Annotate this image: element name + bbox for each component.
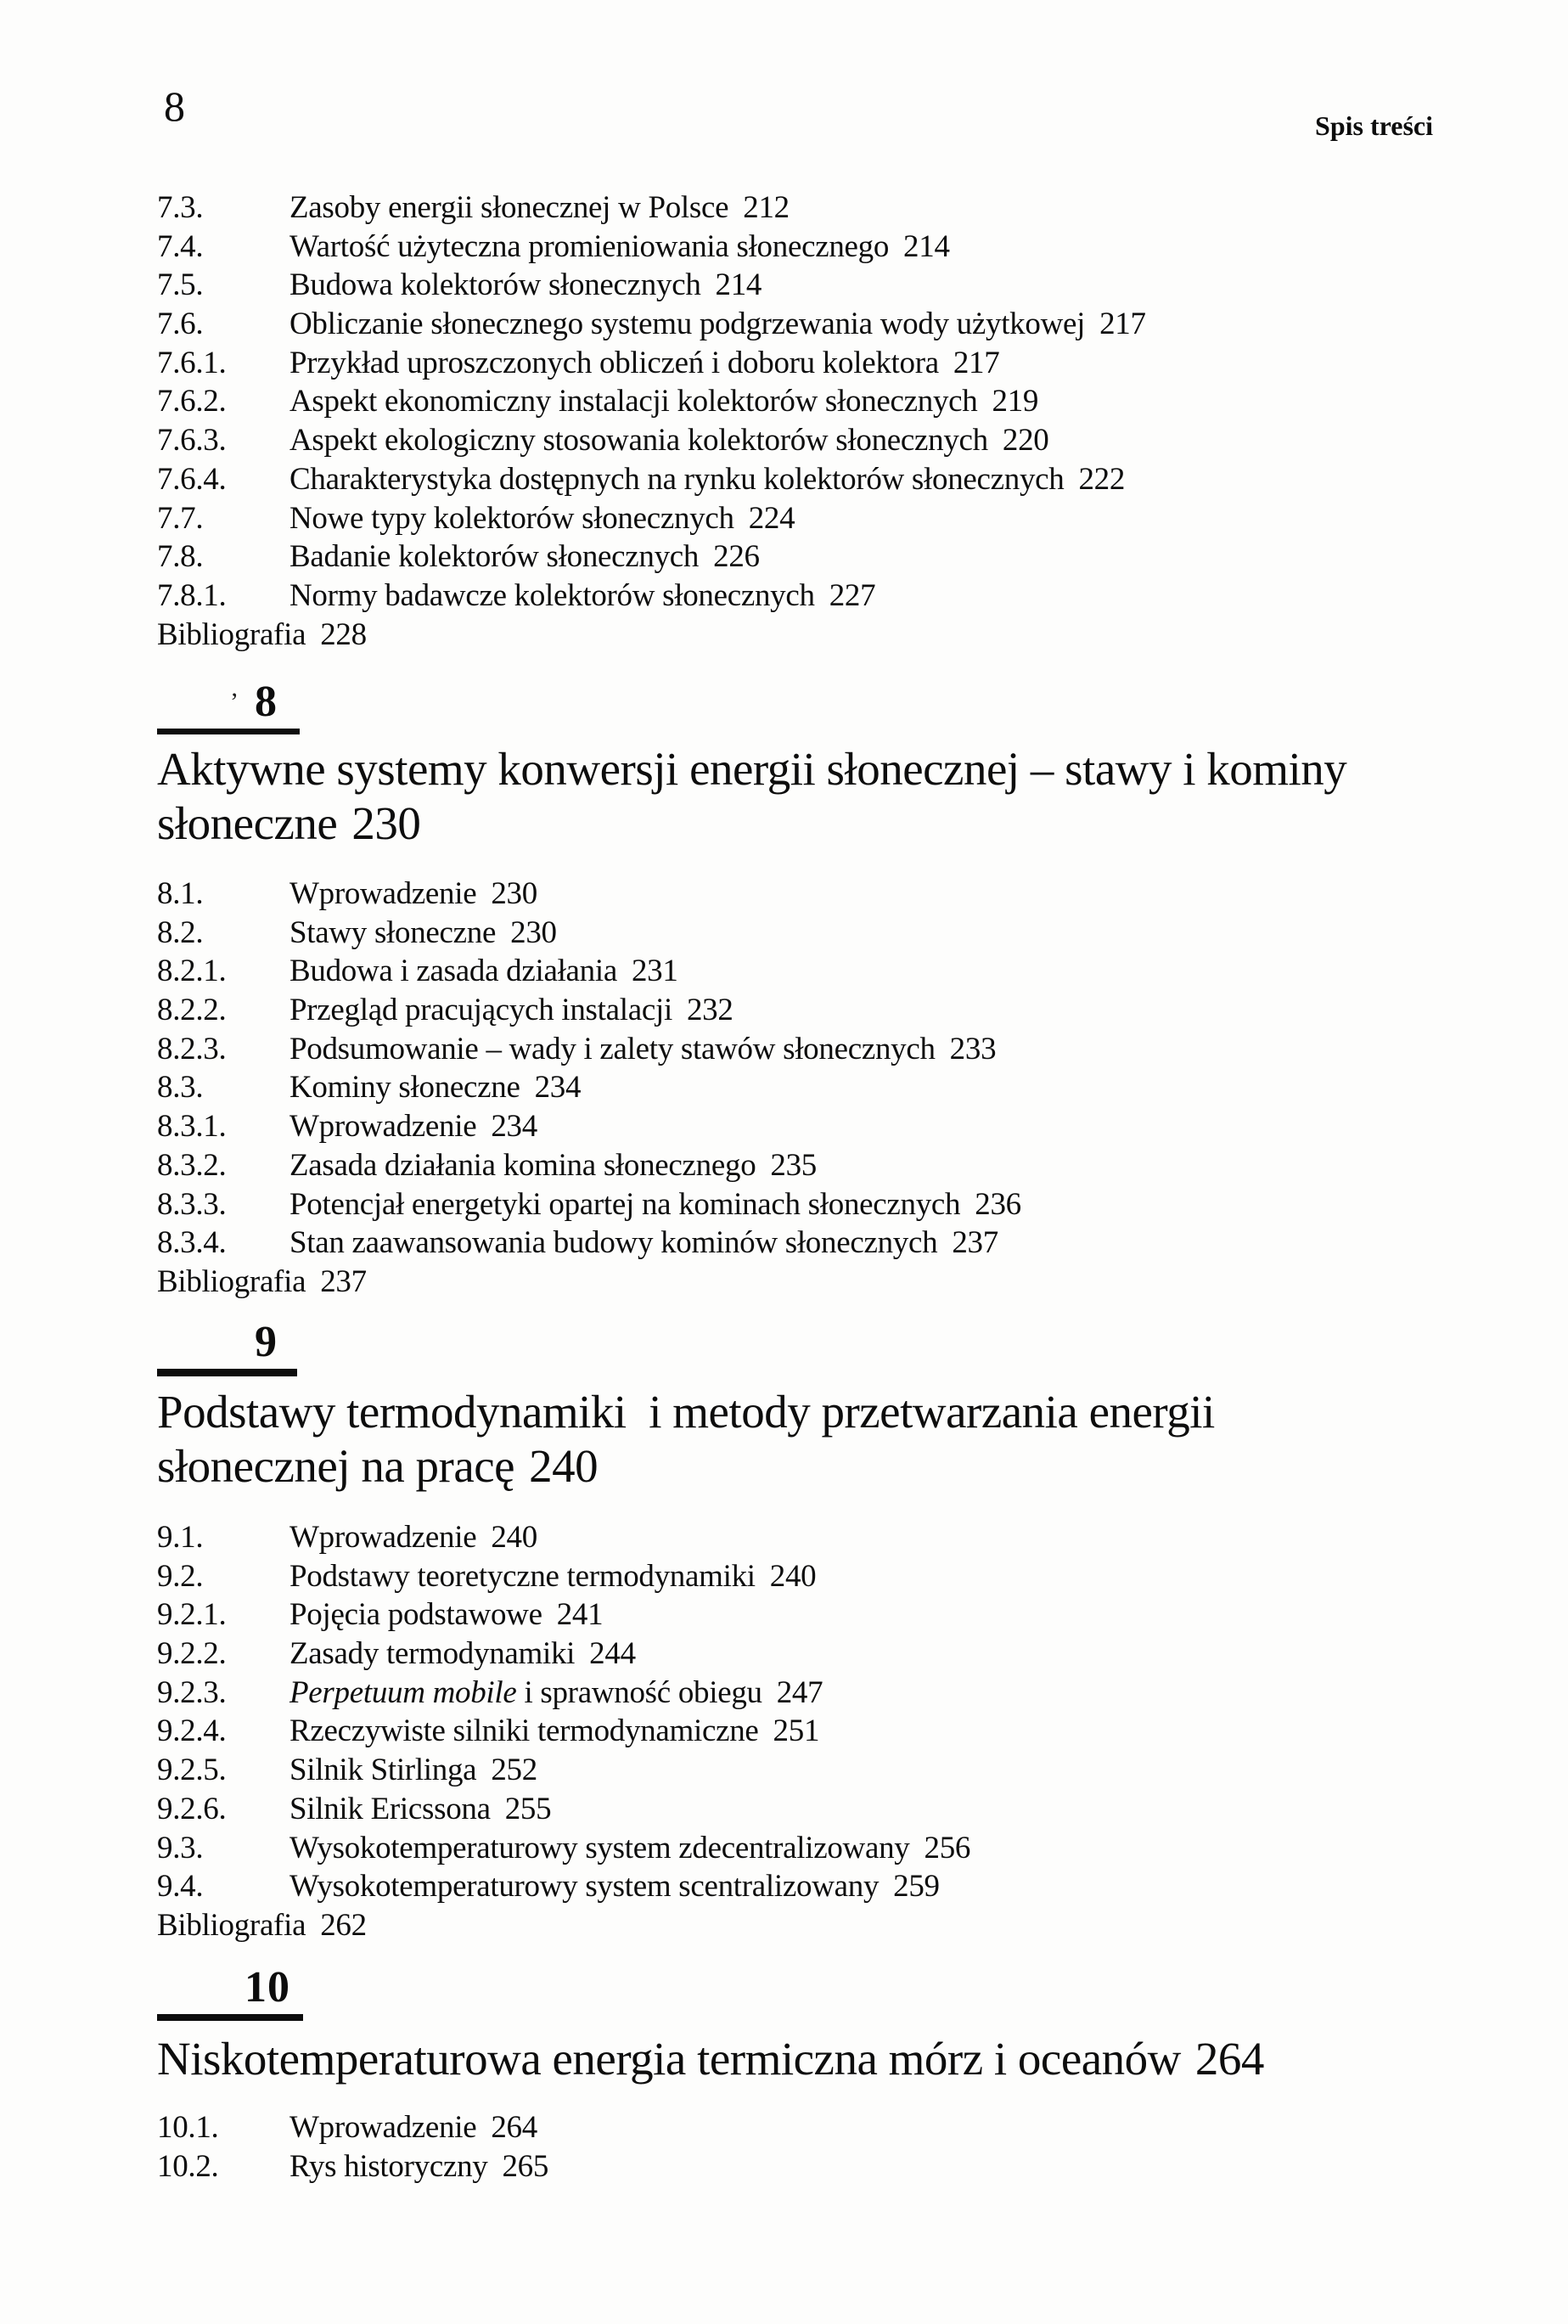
toc-entry-page: 255 — [504, 1791, 552, 1826]
toc-row — [157, 1146, 1430, 1185]
toc-entry-page: 237 — [952, 1225, 998, 1261]
toc-entry-title-text: Wprowadzenie — [289, 2110, 477, 2145]
running-header: Spis treści — [1315, 110, 1433, 141]
toc-entry-title — [157, 616, 367, 655]
toc-entry-title — [289, 421, 1048, 460]
toc-row — [157, 577, 1430, 616]
toc-entry-title-text: Silnik Stirlinga — [289, 1753, 477, 1788]
toc-entry-page: 237 — [320, 1263, 367, 1299]
toc-entry-number: 8.3.1. — [157, 1109, 227, 1145]
toc-entry-title — [289, 952, 678, 991]
toc-entry-page: 234 — [491, 1109, 537, 1145]
toc-entry-title — [289, 875, 537, 914]
toc-entry-title-text: Przegląd pracujących instalacji — [289, 993, 672, 1028]
toc-entry-number: 9.2. — [157, 1558, 204, 1594]
toc-entry-title — [289, 305, 1146, 344]
toc-entry-title — [289, 1518, 537, 1557]
toc-entry-page: 231 — [631, 954, 678, 989]
toc-entry-title-text: Stawy słoneczne — [289, 914, 497, 950]
chapter-page-number: 230 — [351, 797, 421, 849]
toc-entry-title-text: Wprowadzenie — [289, 1109, 477, 1145]
toc-entry-number: 8.3. — [157, 1070, 204, 1106]
toc-row — [157, 1790, 1430, 1829]
toc-entry-page: 256 — [924, 1830, 971, 1865]
toc-entry-number: 7.3. — [157, 190, 204, 225]
toc-entry-title — [289, 1068, 581, 1107]
toc-entry-title-text: Stan zaawansowania budowy kominów słonecznych — [289, 1225, 938, 1261]
toc-entry-page: 232 — [686, 993, 733, 1028]
toc-entry-number: 7.6.3. — [157, 423, 227, 459]
toc-row — [157, 344, 1430, 383]
toc-row — [157, 1518, 1430, 1557]
toc-entry-page: 227 — [829, 577, 876, 613]
toc-entry-number: 10.1. — [157, 2110, 219, 2145]
toc-entry-page: 265 — [502, 2148, 549, 2184]
toc-row — [157, 952, 1430, 991]
toc-entry-title-text: Zasoby energii słonecznej w Polsce — [289, 190, 729, 225]
toc-entry-title-text: Budowa kolektorów słonecznych — [289, 267, 701, 303]
toc-entry-number: 9.3. — [157, 1830, 204, 1865]
chapter-title — [157, 2032, 1481, 2086]
toc-entry-title-text: Budowa i zasada działania — [289, 954, 617, 989]
toc-entry-page: 233 — [949, 1031, 997, 1066]
toc-entry-number: 8.3.2. — [157, 1147, 227, 1183]
toc-entry-title-text: Bibliografia — [157, 616, 306, 652]
chapter-page-number: 264 — [1194, 2033, 1264, 2085]
toc-entry-title — [289, 537, 760, 577]
toc-row — [157, 1712, 1430, 1751]
toc-entry-page: 235 — [770, 1147, 818, 1183]
toc-entry-title-text: Wprowadzenie — [289, 1520, 477, 1555]
toc-entry-title-text: Podstawy teoretyczne termodynamiki — [289, 1558, 756, 1594]
toc-entry-title-text: Charakterystyka dostępnych na rynku kolektorów słonecznych — [289, 461, 1065, 497]
toc-entry-page: 236 — [975, 1186, 1021, 1222]
toc-entry-number: 7.4. — [157, 228, 204, 264]
toc-entry-title — [289, 499, 795, 538]
toc-section-list — [157, 189, 1430, 654]
toc-entry-title — [289, 1751, 537, 1790]
toc-entry-page: 264 — [491, 2110, 537, 2145]
toc-row — [157, 499, 1430, 538]
toc-entry-number: 7.7. — [157, 500, 204, 536]
toc-entry-title-text: Nowe typy kolektorów słonecznych — [289, 500, 734, 536]
toc-entry-page: 226 — [713, 539, 760, 575]
toc-entry-title-text: Wysokotemperaturowy system zdecentralizowany — [289, 1830, 910, 1865]
toc-entry-page: 252 — [491, 1753, 537, 1788]
toc-entry-title-text: Przykład uproszczonych obliczeń i doboru kolektora — [289, 345, 939, 380]
toc-entry-title-text: Aspekt ekonomiczny instalacji kolektorów słonecznych — [289, 384, 978, 419]
toc-entry-page: 217 — [1099, 307, 1146, 342]
toc-entry-title — [289, 1146, 817, 1185]
toc-entry-title-text: Rzeczywiste silniki termodynamiczne — [289, 1713, 759, 1749]
toc-entry-title — [289, 1107, 537, 1146]
toc-row — [157, 1906, 1430, 1945]
toc-entry-title-text: Bibliografia — [157, 1263, 306, 1299]
toc-row — [157, 537, 1430, 577]
toc-entry-title-text: Wysokotemperaturowy system scentralizowany — [289, 1869, 880, 1905]
chapter-title-line: Niskotemperaturowa energia termiczna mórz i oceanów — [157, 2033, 1181, 2085]
toc-entry-number: 7.6.2. — [157, 384, 227, 419]
toc-entry-title — [289, 914, 557, 953]
toc-entry-page: 224 — [748, 500, 795, 536]
toc-row — [157, 991, 1430, 1030]
toc-section-list — [157, 875, 1430, 1302]
toc-entry-title — [289, 2147, 548, 2186]
toc-entry-page: 240 — [491, 1520, 537, 1555]
toc-row — [157, 305, 1430, 344]
toc-row — [157, 266, 1430, 305]
stray-mark: ’ — [230, 688, 239, 716]
toc-entry-page: 214 — [715, 267, 762, 303]
toc-entry-number: 7.6. — [157, 307, 204, 342]
toc-entry-title-text: Wprowadzenie — [289, 876, 477, 911]
toc-row — [157, 228, 1430, 267]
toc-entry-page: 212 — [743, 190, 790, 225]
toc-entry-number: 9.2.6. — [157, 1791, 227, 1826]
toc-entry-page: 241 — [556, 1597, 604, 1633]
toc-section-list — [157, 2108, 1430, 2186]
page-number: 8 — [164, 82, 185, 130]
toc-row — [157, 1263, 1430, 1302]
toc-row — [157, 421, 1430, 460]
toc-entry-number: 9.2.5. — [157, 1753, 227, 1788]
toc-entry-number: 8.2. — [157, 914, 204, 950]
toc-entry-number: 9.2.2. — [157, 1636, 227, 1672]
toc-entry-title — [289, 1030, 996, 1069]
toc-entry-number: 8.3.4. — [157, 1225, 227, 1261]
toc-entry-title — [289, 1674, 823, 1713]
toc-entry-title — [289, 2108, 537, 2147]
toc-row — [157, 1107, 1430, 1146]
toc-entry-page: 220 — [1002, 423, 1049, 459]
toc-entry-title-text: Obliczanie słonecznego systemu podgrzewania wody użytkowej — [289, 307, 1086, 342]
toc-entry-title-italic: Perpetuum mobile — [289, 1674, 517, 1710]
toc-entry-page: 219 — [992, 384, 1039, 419]
toc-entry-number: 9.2.4. — [157, 1713, 227, 1749]
toc-entry-number: 8.2.3. — [157, 1031, 227, 1066]
toc-entry-number: 8.2.2. — [157, 993, 227, 1028]
toc-entry-title — [289, 1185, 1021, 1224]
toc-entry-page: 222 — [1078, 461, 1126, 497]
chapter-title-line: Aktywne systemy konwersji energii słonecznej – stawy i kominy — [157, 743, 1347, 795]
chapter-underline — [157, 1369, 297, 1376]
toc-entry-title-text: Badanie kolektorów słonecznych — [289, 539, 700, 575]
toc-entry-title-text: i sprawność obiegu — [516, 1674, 762, 1710]
toc-entry-title — [157, 1906, 367, 1945]
toc-row — [157, 1829, 1430, 1868]
toc-entry-title-text: Normy badawcze kolektorów słonecznych — [289, 577, 815, 613]
chapter-title-line: Podstawy termodynamiki i metody przetwarzania energii — [157, 1386, 1215, 1438]
toc-entry-number: 9.1. — [157, 1520, 204, 1555]
toc-entry-title — [289, 1595, 603, 1635]
toc-entry-number: 7.8.1. — [157, 577, 227, 613]
toc-entry-page: 214 — [903, 228, 950, 264]
toc-row — [157, 2108, 1430, 2147]
toc-entry-title-text: Rys historyczny — [289, 2148, 488, 2184]
toc-entry-title — [289, 1712, 819, 1751]
toc-entry-page: 247 — [776, 1674, 823, 1710]
chapter-title-line: słonecznej na pracę — [157, 1440, 515, 1492]
chapter-number: 9 — [255, 1318, 278, 1366]
toc-row — [157, 189, 1430, 228]
toc-entry-title — [289, 228, 950, 267]
toc-entry-page: 234 — [534, 1070, 582, 1106]
toc-entry-page: 217 — [953, 345, 1000, 380]
toc-entry-number: 9.2.3. — [157, 1674, 227, 1710]
toc-row — [157, 875, 1430, 914]
toc-row — [157, 1224, 1430, 1263]
toc-entry-title-text: Silnik Ericssona — [289, 1791, 491, 1826]
toc-row — [157, 2147, 1430, 2186]
toc-entry-page: 240 — [769, 1558, 817, 1594]
toc-entry-page: 228 — [320, 616, 367, 652]
chapter-number: 8 — [255, 678, 278, 726]
toc-entry-number: 8.3.3. — [157, 1186, 227, 1222]
toc-entry-title-text: Wartość użyteczna promieniowania słonecznego — [289, 228, 890, 264]
toc-entry-page: 262 — [320, 1907, 367, 1943]
toc-row — [157, 1674, 1430, 1713]
toc-entry-title — [289, 991, 733, 1030]
toc-entry-title — [289, 1635, 636, 1674]
chapter-underline — [157, 2014, 303, 2021]
chapter-title-line: słoneczne — [157, 797, 338, 849]
toc-entry-title — [157, 1263, 367, 1302]
toc-entry-title — [289, 382, 1038, 421]
toc-row — [157, 914, 1430, 953]
toc-entry-title-text: Zasada działania komina słonecznego — [289, 1147, 756, 1183]
toc-entry-number: 10.2. — [157, 2148, 219, 2184]
toc-entry-page: 230 — [491, 876, 537, 911]
toc-entry-title — [289, 1790, 551, 1829]
chapter-title — [157, 1385, 1481, 1494]
toc-entry-title — [289, 189, 790, 228]
chapter-underline — [157, 729, 300, 734]
chapter-page-number: 240 — [529, 1440, 599, 1492]
toc-row — [157, 1595, 1430, 1635]
toc-row — [157, 616, 1430, 655]
toc-entry-title — [289, 1829, 970, 1868]
toc-entry-title — [289, 577, 875, 616]
toc-row — [157, 1068, 1430, 1107]
toc-row — [157, 382, 1430, 421]
toc-entry-title-text: Kominy słoneczne — [289, 1070, 520, 1106]
toc-row — [157, 1751, 1430, 1790]
toc-row — [157, 1557, 1430, 1596]
chapter-number: 10 — [244, 1963, 290, 2012]
toc-entry-number: 7.5. — [157, 267, 204, 303]
toc-entry-page: 230 — [510, 914, 557, 950]
toc-row — [157, 1867, 1430, 1906]
toc-entry-number: 8.1. — [157, 876, 204, 911]
toc-row — [157, 1635, 1430, 1674]
toc-section-list — [157, 1518, 1430, 1945]
toc-entry-number: 8.2.1. — [157, 954, 227, 989]
toc-row — [157, 1030, 1430, 1069]
toc-entry-page: 251 — [773, 1713, 820, 1749]
toc-entry-title-text: Potencjał energetyki opartej na kominach słonecznych — [289, 1186, 961, 1222]
toc-entry-title-text: Pojęcia podstawowe — [289, 1597, 542, 1633]
toc-entry-number: 9.2.1. — [157, 1597, 227, 1633]
toc-entry-page: 259 — [893, 1869, 940, 1905]
toc-entry-number: 7.6.4. — [157, 461, 227, 497]
toc-entry-title — [289, 1867, 940, 1906]
toc-entry-title — [289, 266, 762, 305]
toc-entry-title-text: Bibliografia — [157, 1907, 306, 1943]
toc-entry-number: 9.4. — [157, 1869, 204, 1905]
toc-entry-number: 7.6.1. — [157, 345, 227, 380]
toc-entry-title-text: Zasady termodynamiki — [289, 1636, 576, 1672]
toc-entry-title — [289, 460, 1125, 499]
toc-entry-number: 7.8. — [157, 539, 204, 575]
toc-entry-title-text: Podsumowanie – wady i zalety stawów słonecznych — [289, 1031, 936, 1066]
toc-entry-title — [289, 344, 999, 383]
toc-row — [157, 460, 1430, 499]
toc-entry-title — [289, 1557, 816, 1596]
chapter-title — [157, 742, 1481, 851]
toc-row — [157, 1185, 1430, 1224]
toc-entry-page: 244 — [589, 1636, 636, 1672]
toc-entry-title — [289, 1224, 998, 1263]
toc-entry-title-text: Aspekt ekologiczny stosowania kolektorów słonecznych — [289, 423, 988, 459]
